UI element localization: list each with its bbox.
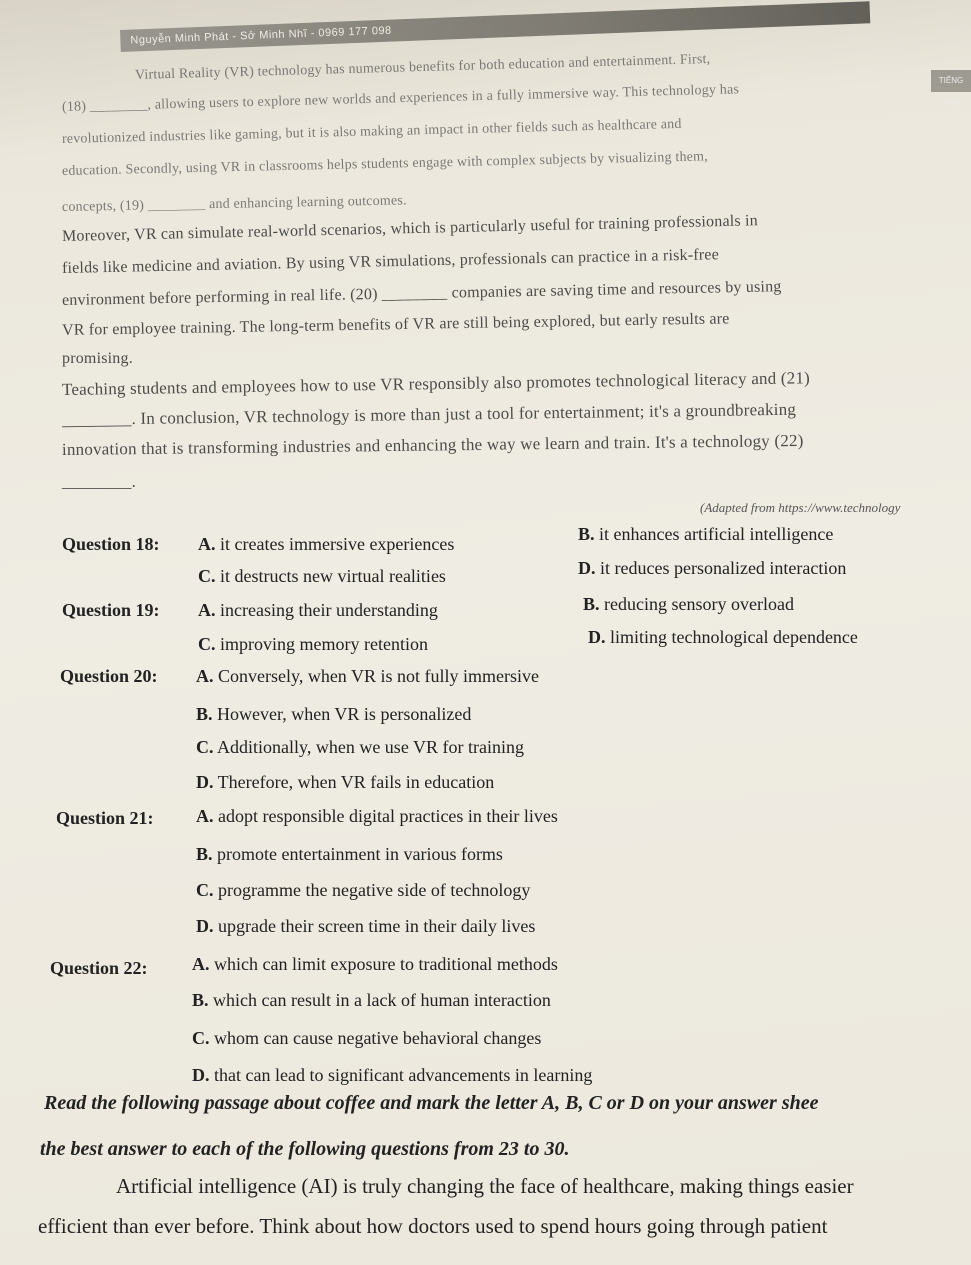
option-letter: B. [196, 704, 213, 724]
question-label: Question 18: [62, 534, 160, 554]
question-20 [60, 666, 158, 687]
passage-line: (18) ________, allowing users to explore new worlds and experiences in a fully immersive way. This technology has [61, 82, 740, 115]
option-letter: B. [196, 844, 213, 864]
passage-line: education. Secondly, using VR in classrooms helps students engage with complex subjects by visualizing them, [61, 149, 709, 179]
passage-line: Teaching students and employees how to use VR responsibly also promotes technological literacy and (21) [61, 368, 811, 399]
option-18d[interactable]: D. it reduces personalized interaction [578, 558, 847, 578]
passage-line: Virtual Reality (VR) technology has numerous benefits for both education and entertainment. First, [134, 51, 711, 83]
option-letter: C. [198, 566, 216, 586]
passage-line: environment before performing in real life. (20) ________ companies are saving time and resources by using [61, 278, 782, 309]
question-22 [50, 958, 148, 979]
option-letter: D. [196, 772, 214, 792]
passage-line: ________. In conclusion, VR technology is more than just a tool for entertainment; it's a groundbreaking [61, 399, 797, 429]
section-instruction: Read the following passage about coffee and mark the letter A, B, C or D on your answer shee [44, 1092, 819, 1114]
option-letter: D. [588, 627, 606, 647]
option-letter: D. [192, 1065, 210, 1085]
passage-line: revolutionized industries like gaming, but it is also making an impact in other fields such as healthcare and [61, 116, 682, 147]
option-18a[interactable]: A. it creates immersive experiences [198, 534, 455, 554]
option-letter: A. [198, 600, 216, 620]
option-21a[interactable]: A. adopt responsible digital practices in their lives [196, 806, 558, 826]
source-credit: (Adapted from https://www.technology [700, 500, 901, 515]
option-letter: D. [196, 916, 214, 936]
option-letter: B. [583, 594, 600, 614]
option-letter: C. [192, 1028, 210, 1048]
option-letter: D. [578, 558, 596, 578]
section-instruction-cont: the best answer to each of the following questions from 23 to 30. [40, 1138, 570, 1160]
option-19a[interactable]: A. increasing their understanding [198, 600, 438, 620]
passage-line: innovation that is transforming industries and enhancing the way we learn and train. It's a technology (22) [61, 430, 804, 459]
option-20d[interactable]: D. Therefore, when VR fails in education [196, 772, 495, 792]
option-22a[interactable]: A. which can limit exposure to traditional methods [192, 954, 558, 974]
option-letter: A. [196, 666, 214, 686]
option-21c[interactable]: C. programme the negative side of technology [196, 880, 531, 900]
option-20c[interactable]: C. Additionally, when we use VR for training [196, 737, 524, 757]
option-22b[interactable]: B. which can result in a lack of human interaction [192, 990, 551, 1010]
option-18c[interactable]: C. it destructs new virtual realities [198, 566, 446, 586]
question-label: Question 19: [62, 600, 160, 620]
question-19 [62, 600, 160, 621]
option-19c[interactable]: C. improving memory retention [198, 634, 428, 654]
passage-line: VR for employee training. The long-term benefits of VR are still being explored, but early results are [61, 310, 730, 339]
option-20b[interactable]: B. However, when VR is personalized [196, 704, 472, 724]
option-letter: C. [198, 634, 216, 654]
option-20a[interactable]: A. Conversely, when VR is not fully immersive [196, 666, 539, 686]
option-21d[interactable]: D. upgrade their screen time in their daily lives [196, 916, 536, 936]
option-letter: A. [192, 954, 210, 974]
option-19d[interactable]: D. limiting technological dependence [588, 627, 858, 647]
question-21 [56, 808, 154, 829]
option-18b[interactable]: B. it enhances artificial intelligence [578, 524, 834, 544]
option-19b[interactable]: B. reducing sensory overload [583, 594, 794, 614]
option-letter: C. [196, 737, 214, 757]
question-label: Question 21: [56, 808, 154, 828]
option-letter: A. [196, 806, 214, 826]
question-label: Question 22: [50, 958, 148, 978]
passage-line: fields like medicine and aviation. By using VR simulations, professionals can practice in a risk-free [61, 246, 720, 277]
option-letter: B. [192, 990, 209, 1010]
option-letter: B. [578, 524, 595, 544]
next-passage-line: Artificial intelligence (AI) is truly changing the face of healthcare, making things easier [116, 1174, 854, 1198]
option-22d[interactable]: D. that can lead to significant advancements in learning [192, 1065, 593, 1085]
option-letter: A. [198, 534, 216, 554]
passage-line: promising. [62, 350, 133, 367]
option-letter: C. [196, 880, 214, 900]
next-passage-line: efficient than ever before. Think about how doctors used to spend hours going through patient [38, 1214, 828, 1238]
question-18 [62, 534, 160, 555]
passage-line: ________. [62, 472, 137, 491]
option-21b[interactable]: B. promote entertainment in various forms [196, 844, 503, 864]
passage-line: Moreover, VR can simulate real-world scenarios, which is particularly useful for training professionals in [61, 212, 759, 245]
header-banner: Nguyễn Minh Phát - Sở Minh Nhĩ - 0969 177 098 [120, 1, 870, 52]
option-22c[interactable]: C. whom can cause negative behavioral changes [192, 1028, 542, 1048]
passage-line: concepts, (19) ________ and enhancing learning outcomes. [61, 193, 407, 215]
question-label: Question 20: [60, 666, 158, 686]
corner-label: TIẾNG ANH [931, 70, 971, 92]
